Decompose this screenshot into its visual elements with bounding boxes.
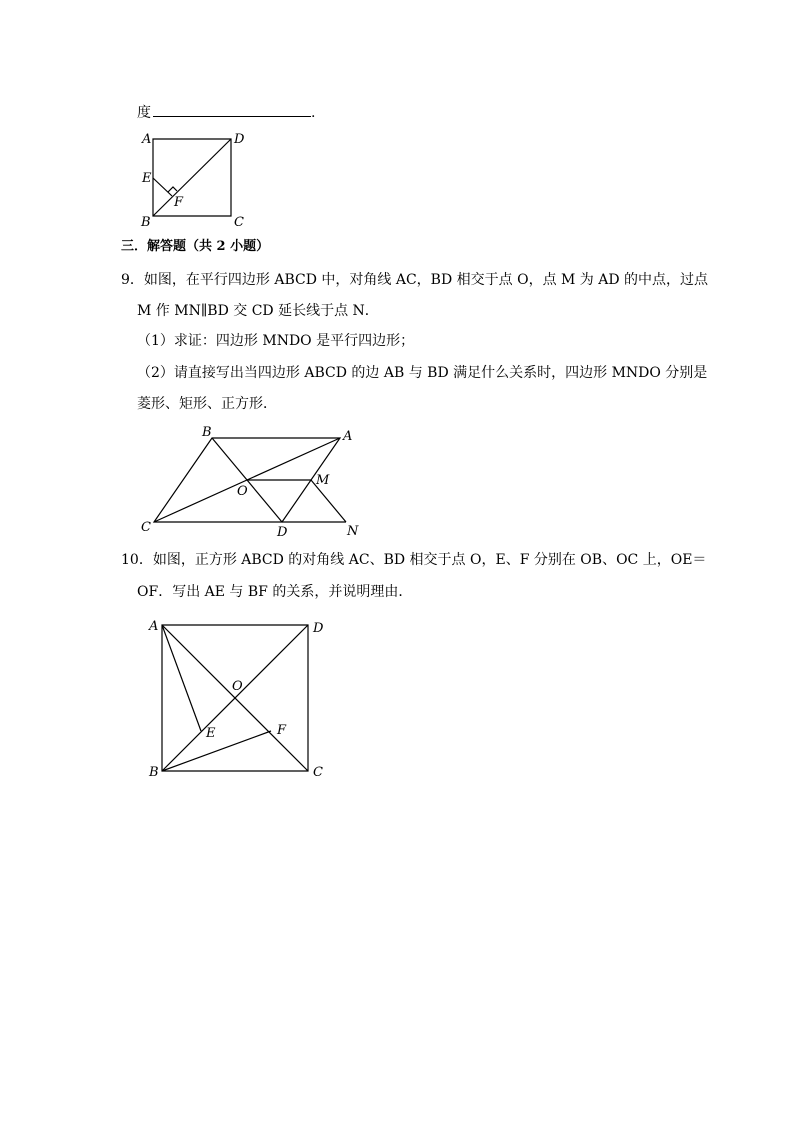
fig10-segment-ae <box>162 625 201 731</box>
fig8-label-b: B <box>141 215 151 230</box>
fig8-label-e: E <box>142 171 152 186</box>
q9-line1: 9．如图，在平行四边形 ABCD 中，对角线 AC，BD 相交于点 O，点 M 为 AD 的中点，过点 <box>121 272 709 288</box>
fig10-label-o: O <box>232 679 243 694</box>
fig10-segment-bf <box>162 731 271 771</box>
q8-text: 度 <box>137 105 151 121</box>
q10-line1: 10．如图，正方形 ABCD 的对角线 AC、BD 相交于点 O，E、F 分别在 OB、OC 上，OE＝ <box>121 552 707 568</box>
fig10-label-f: F <box>277 723 287 738</box>
fig9-label-m: M <box>316 473 330 488</box>
q9-part1: （1）求证：四边形 MNDO 是平行四边形； <box>137 333 415 349</box>
fig8-label-d: D <box>234 132 245 147</box>
fig9-label-d: D <box>277 525 288 540</box>
fig8-label-a: A <box>142 132 152 147</box>
q9-part2-line1: （2）请直接写出当四边形 ABCD 的边 AB 与 BD 满足什么关系时，四边形 MNDO 分别是 <box>137 365 708 381</box>
fig8-label-f: F <box>174 195 184 210</box>
fig8-label-c: C <box>234 215 244 230</box>
fig10-label-d: D <box>313 621 324 636</box>
fig9-label-n: N <box>347 524 359 539</box>
fig10-label-b: B <box>149 765 159 780</box>
q9-line2: M 作 MN∥BD 交 CD 延长线于点 N． <box>137 303 379 319</box>
fig10-label-c: C <box>313 765 323 780</box>
fig10-label-a: A <box>149 619 159 634</box>
fig9-label-c: C <box>141 520 151 535</box>
fig9-label-o: O <box>237 484 248 499</box>
fig9-label-a: A <box>343 429 353 444</box>
q8-period: . <box>311 105 316 121</box>
q10-line2: OF．写出 AE 与 BF 的关系，并说明理由． <box>137 584 413 600</box>
section-heading: 三．解答题（共 2 小题） <box>121 239 270 254</box>
fig10-label-e: E <box>206 726 216 741</box>
fig9-label-b: B <box>202 425 212 440</box>
q9-part2-line2: 菱形、矩形、正方形． <box>137 396 277 412</box>
